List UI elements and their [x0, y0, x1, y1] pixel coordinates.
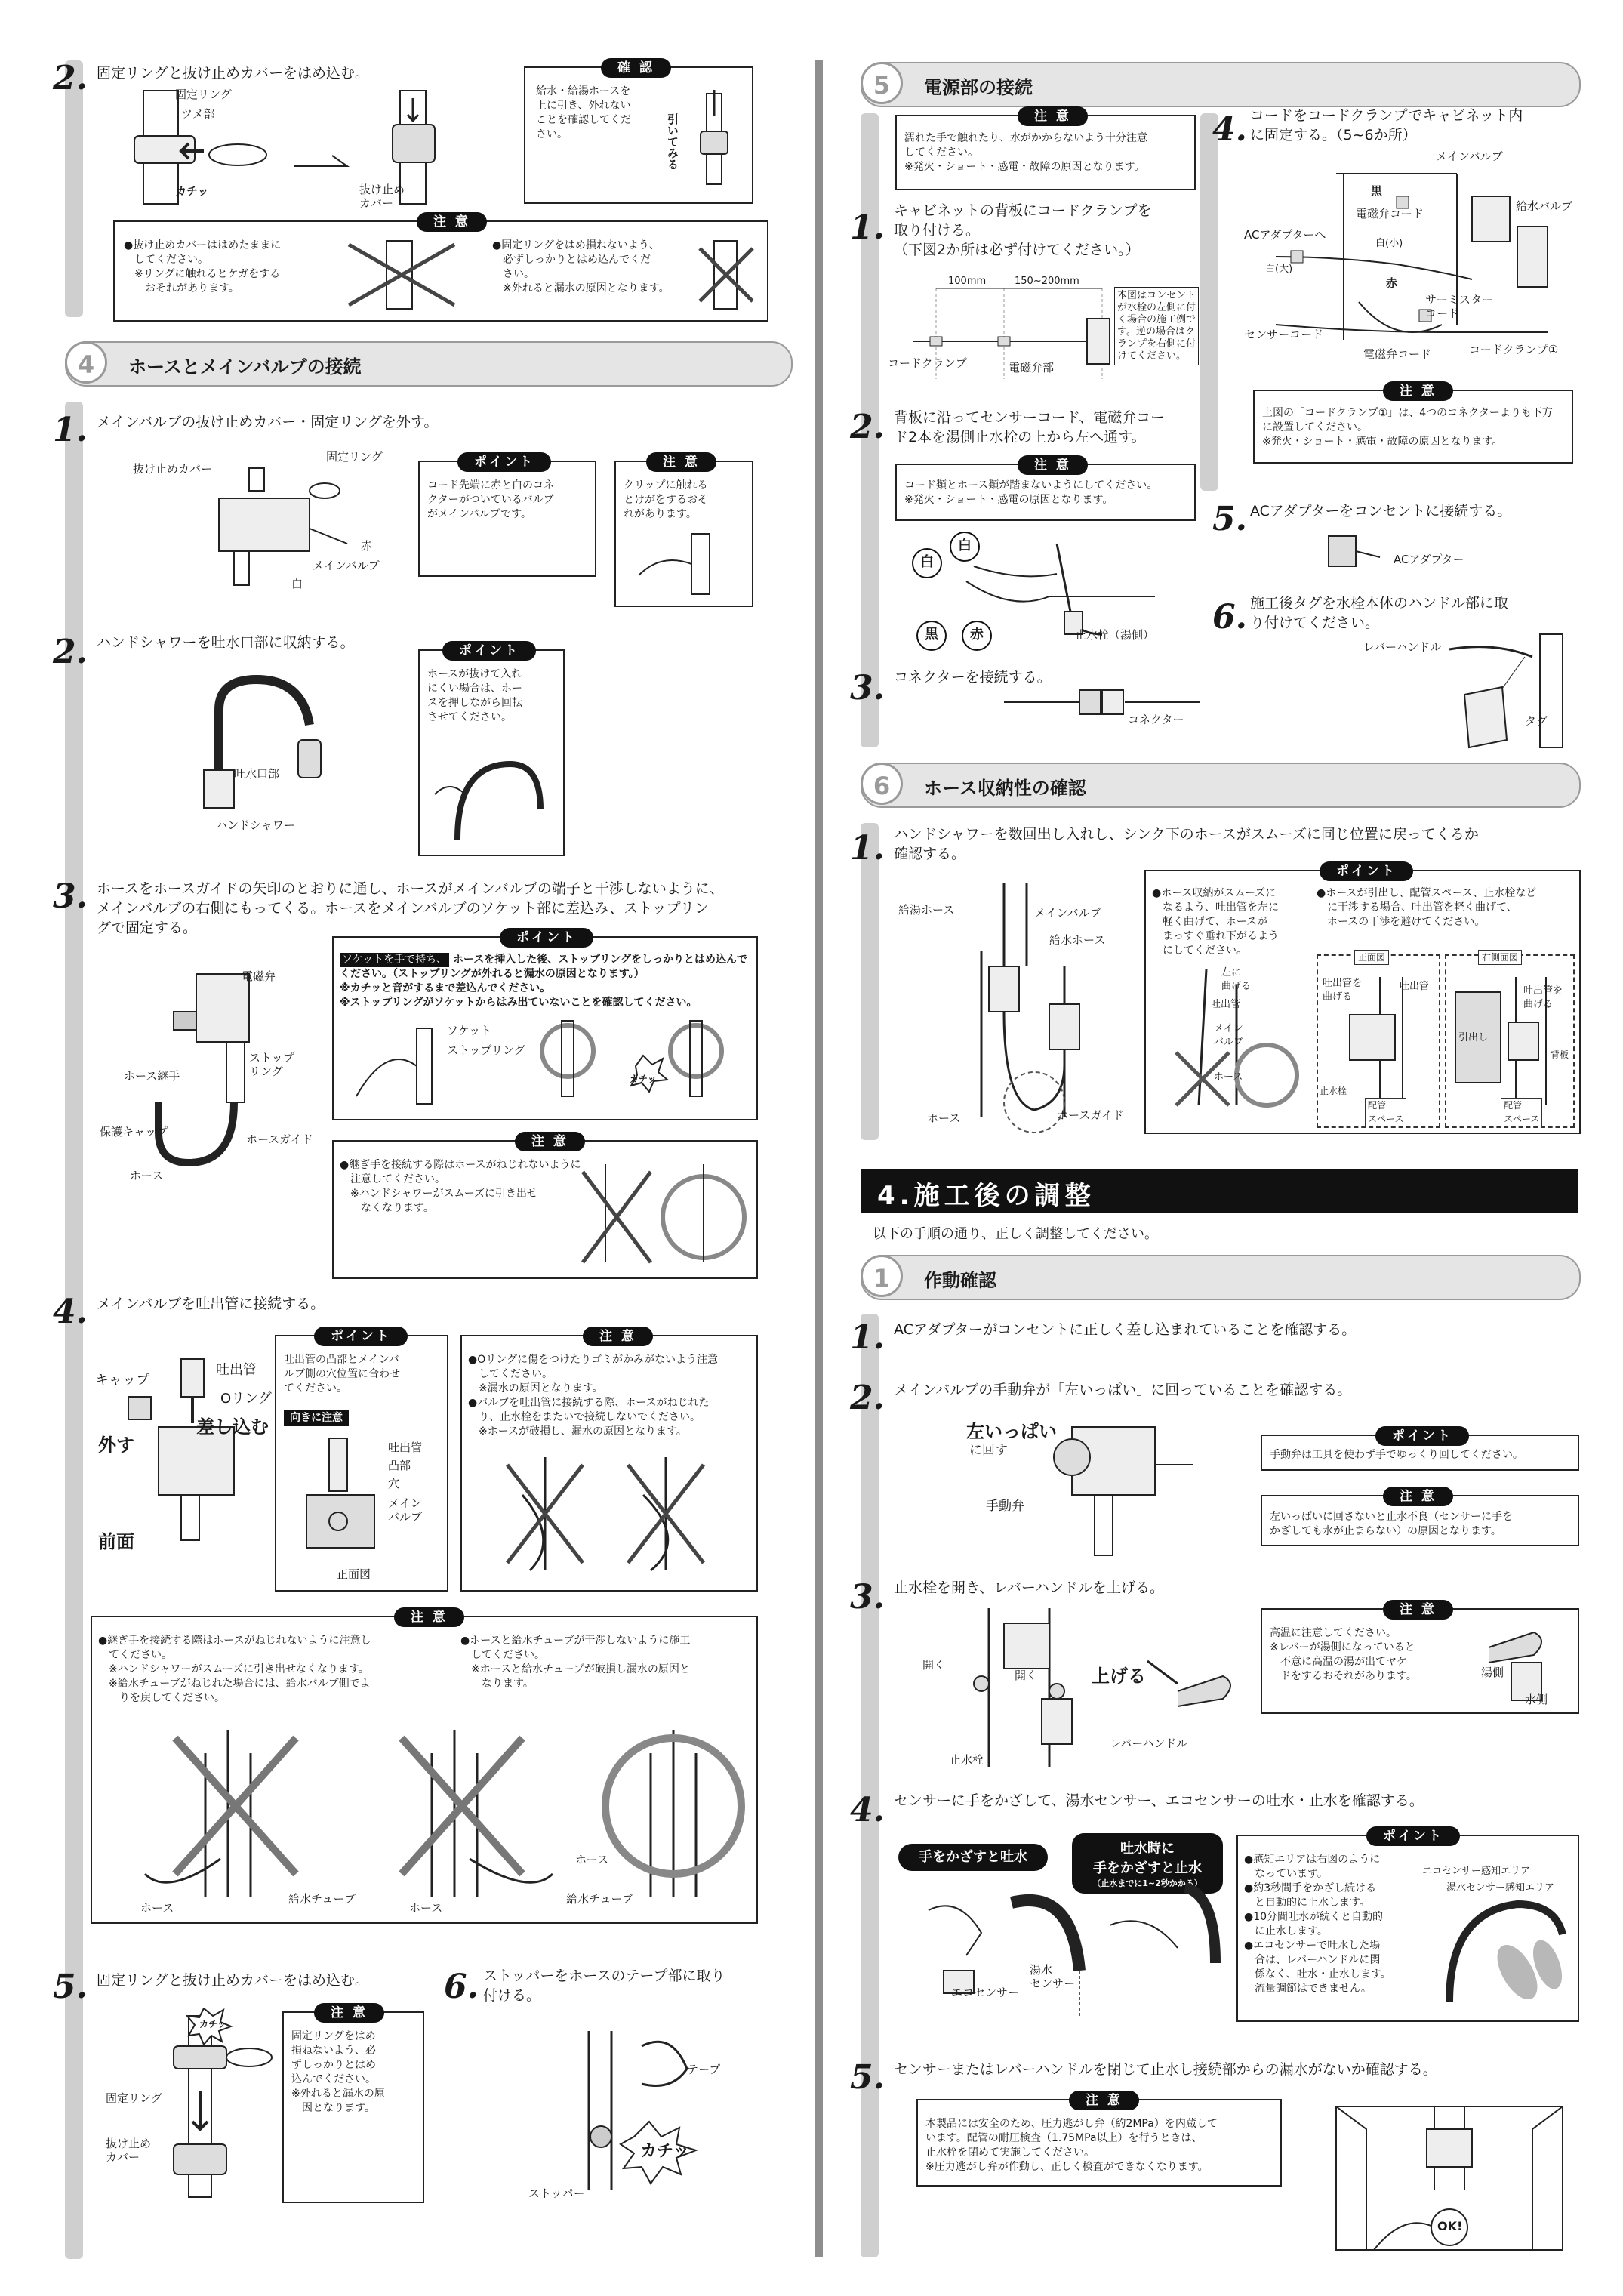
right-column-bar-adjust — [861, 1314, 879, 2257]
step-number: 3. — [850, 669, 885, 707]
point-tag: ポイント — [1366, 1826, 1460, 1846]
label-stopper: ストッパー — [528, 2187, 585, 2200]
point-box-socket — [332, 930, 758, 1120]
step-number: 4. — [850, 1791, 885, 1829]
point-tag: ポイント — [314, 1327, 408, 1346]
connector-shiro-2: 白 — [950, 532, 980, 562]
chui-box-ring — [113, 214, 768, 322]
twist-cross-illustration — [492, 1450, 734, 1578]
step-number: 6. — [1212, 598, 1247, 636]
point-text-right: ●ホースが引出し、配管スペース、止水栓など に干渉する場合、吐出管を軽く曲げて、 ホースの干渉を避けてください。 — [1317, 887, 1537, 928]
label-shiro-dai: 白(大) — [1265, 264, 1293, 275]
lever-temp-illustration — [1466, 1617, 1572, 1708]
manual-valve-illustration — [1042, 1412, 1208, 1563]
label-lever: レバーハンドル — [1110, 1737, 1188, 1750]
step-number: 5. — [850, 2058, 885, 2097]
step-text: コネクターを接続する。 — [894, 669, 1052, 686]
label-d150: 150~200mm — [1015, 276, 1079, 287]
chui-text: 左いっぱいに回さないと止水不良（センサーに手を かざしても水が止まらない）の原因となります。 — [1270, 1511, 1513, 1537]
chui-text-left: ●継ぎ手を接続する際はホースがねじれないように注意し てください。 ※ハンドシャワーがスムーズに引き出せなくなります。 ※給水チューブがねじれた場合には、給水バルブ側でよ りを戻してください。 — [98, 1635, 371, 1704]
label-hose2: ホース — [1214, 1071, 1243, 1083]
chui-tag: 注 意 — [394, 1607, 464, 1627]
pill-tosui: 手をかざすと吐水 — [898, 1844, 1048, 1871]
label-zenmen: 前面 — [98, 1531, 134, 1552]
point-box — [418, 643, 565, 856]
label-kachi: カチッ — [199, 2019, 226, 2029]
label-hose3: ホース — [575, 1853, 609, 1866]
point-tag: ポイント — [1320, 861, 1413, 881]
label-hiraku1: 開く — [922, 1658, 946, 1672]
chui-text: 濡れた手で触れたり、水がかからないよう十分注意 してください。 ※発火・ショート・感電・故障の原因となります。 — [904, 132, 1147, 173]
connector-aka: 赤 — [962, 621, 992, 651]
label-guide: ホースガイド — [246, 1133, 313, 1146]
label-shisui: 止水栓 — [1320, 1086, 1347, 1096]
kakunin-box — [524, 60, 753, 204]
step-number: 5. — [53, 1968, 88, 2006]
point-box-direction — [275, 1329, 448, 1592]
step-text: 施工後タグを水栓本体のハンドル部に取 り付けてください。 — [1250, 595, 1509, 631]
label-kachi: カチッ — [640, 2142, 690, 2161]
label-hikidashi: 引出し — [1458, 1032, 1489, 1043]
chui-text: 上図の「コードクランプ①」は、4つのコネクターよりも下方 に設置してください。 ※発火・ショート・感電・故障の原因となります。 — [1262, 407, 1553, 448]
label-hidari: 左いっぱい — [966, 1421, 1057, 1442]
chui-tag: 注 意 — [417, 212, 487, 232]
label-mawasu: に回す — [969, 1443, 1008, 1458]
label-thermistor: サーミスター コード — [1425, 293, 1494, 320]
label-kotei-ring: 固定リング — [175, 88, 232, 101]
chui-tag: 注 意 — [1383, 1487, 1453, 1506]
label-shisui: 止水栓（湯側） — [1075, 628, 1155, 642]
chui-tag: 注 意 — [1383, 1600, 1453, 1620]
ring-cover-illustration — [143, 2008, 294, 2205]
step-text: メインバルブの手動弁が「左いっぱい」に回っていることを確認する。 — [894, 1382, 1352, 1398]
center-divider — [815, 60, 823, 2257]
stopper-illustration — [521, 2023, 747, 2197]
pill-shisui-line3: （止水までに1~2秒かかる） — [1092, 1878, 1203, 1888]
point-text: コード先端に赤と白のコネ クターがついているバルブ がメインバルブです。 — [427, 479, 554, 520]
step-number: 6. — [444, 1968, 479, 2006]
label-shomen: 正面図 — [1354, 950, 1389, 965]
step-text: ストッパーをホースのテープ部に取り 付ける。 — [483, 1968, 725, 2004]
label-denjiben: 電磁弁 — [242, 969, 276, 983]
sensor-hands-illustration — [898, 1880, 1230, 2031]
kakunin-pull-label: 引いてみる — [666, 113, 679, 170]
label-denjiben-code: 電磁弁コード — [1356, 207, 1424, 220]
label-haikan2: 配管 スペース — [1501, 1098, 1542, 1126]
hand-shower-illustration — [181, 664, 347, 815]
point-box-sensor — [1236, 1829, 1579, 2022]
point-text: ホースを挿入した後、ストップリングをしっかりとはめ込んで ください。（ストップリングが外れると漏水の原因となります。） ※カチッと音がするまで差込んでください。 ※ストップリングがソケットからはみ出ていないことを確認してください。 — [340, 954, 748, 1009]
label-kyuto: 給湯ホース — [898, 903, 955, 917]
label-sokumen: 右側面図 — [1478, 950, 1522, 965]
label-hidari: 左に 曲げる — [1221, 967, 1252, 992]
chui-tag: 注 意 — [1018, 106, 1088, 126]
step-text: ACアダプターがコンセントに正しく差し込まれていることを確認する。 — [894, 1321, 1357, 1338]
hose-tube-comparison-illustration — [100, 1723, 749, 1912]
label-toshutsu2: 吐出管 — [388, 1441, 423, 1454]
label-nukedome: 抜け止めカバー — [133, 462, 213, 476]
chui-text: ●継ぎ手を接続する際はホースがねじれないように 注意してください。 ※ハンドシャワーがスムーズに引き出せ なくなります。 — [340, 1159, 581, 1214]
label-hose: ホース — [140, 1901, 174, 1915]
label-ac: ACアダプター — [1394, 553, 1464, 566]
label-stopring: ストップ リング — [249, 1051, 294, 1078]
point-text: 吐出管の凸部とメインバ ルブ側の穴位置に合わせ てください。 — [284, 1354, 400, 1395]
label-shiro-kuro: 白(小) — [1375, 238, 1403, 249]
label-tag: タグ — [1525, 714, 1548, 728]
step-text: ハンドシャワーを吐水口部に収納する。 — [97, 634, 355, 651]
point-box — [418, 455, 596, 577]
label-denjiben: 電磁弁部 — [1009, 361, 1055, 374]
section-5-header — [861, 62, 1581, 107]
step-number: 4. — [53, 1293, 88, 1331]
label-hose: ホース — [130, 1169, 164, 1182]
step-number: 2. — [850, 408, 885, 446]
kakunin-text: 給水・給湯ホースを 上に引き、外れない ことを確認してくだ さい。 — [536, 85, 631, 140]
label-yu: 湯側 — [1481, 1666, 1504, 1679]
chui-box-clamp — [1253, 384, 1573, 464]
step-text: 固定リングと抜け止めカバーをはめ込む。 — [97, 65, 370, 82]
label-lever: レバーハンドル — [1363, 640, 1442, 654]
step-text: メインバルブを吐出管に接続する。 — [97, 1296, 325, 1312]
connector-shiro-1: 白 — [912, 548, 942, 578]
point-sub-tag: 向きに注意 — [284, 1406, 349, 1428]
point-text: ●感知エリアは右図のように なっています。 ●約3秒間手をかざし続ける と自動的に止水します。 ●10分間吐水が続くと自動的 に止水します。 ●エコセンサーで吐水した場 合は、レバーハンドルに関 係なく、吐水・止水します。 流量調節はできません。 — [1244, 1854, 1391, 1995]
sensor-area-illustration — [1427, 1881, 1570, 2010]
chui-text-left: ●抜け止めカバーははめたままに してください。 ※リングに触れるとケガをする おそれがあります。 — [124, 239, 282, 294]
label-note: 本図はコンセント が水栓の左側に付 く場合の施工例で す。逆の場合はク ランプを右側に付 けてください。 — [1114, 287, 1199, 365]
point-box-manual — [1261, 1428, 1579, 1471]
label-eco: エコセンサー — [951, 1986, 1020, 1999]
pill-shisui-line1: 吐水時に — [1120, 1841, 1175, 1857]
step-text: コードをコードクランプでキャビネット内 に固定する。（5~6か所） — [1250, 107, 1523, 143]
chui-text: 高温に注意してください。 ※レバーが湯側になっていると 不意に高温の湯が出てヤケ ドをするおそれがあります。 — [1270, 1627, 1417, 1682]
label-hiraku2: 開く — [1015, 1669, 1038, 1682]
label-toshutsu2: 吐出管 — [1400, 981, 1430, 992]
section-4-number: 4 — [65, 341, 107, 384]
chui-box-manual — [1261, 1489, 1579, 1546]
label-toshutsu: 吐出管 — [216, 1362, 257, 1378]
label-kachi: カチッ — [175, 184, 209, 198]
chui-tag: 注 意 — [314, 2003, 384, 2023]
label-yusui-area: 湯水センサー感知エリア — [1446, 1882, 1555, 1894]
chui-text: 本製品には安全のため、圧力逃がし弁（約2MPa）を内蔵して います。配管の耐圧検査（1.75MPa以上）を行うときは、 止水栓を閉めて実施してください。 ※圧力逃がし弁が作動し、正しく検査ができなくなります。 — [925, 2118, 1218, 2173]
label-main2: メイン バルブ — [1214, 1023, 1244, 1048]
ac-adapter-illustration — [1321, 529, 1381, 574]
chui-tag: 注 意 — [646, 452, 716, 472]
socket-insert-illustration — [341, 1013, 749, 1111]
label-kyusui: 給水チューブ — [288, 1892, 356, 1906]
chui-box-ring2 — [282, 2005, 424, 2203]
label-nukedome: 抜け止め カバー — [106, 2137, 152, 2164]
point-tag: ポイント — [457, 452, 551, 472]
connector-kuro: 黒 — [916, 621, 947, 651]
label-connector: コネクター — [1128, 713, 1184, 726]
section-5-number: 5 — [861, 62, 903, 104]
rotate-hose-illustration — [427, 734, 556, 847]
label-shudo: 手動弁 — [986, 1499, 1024, 1514]
chui-text: ●Oリングに傷をつけたりゴミがかみがないよう注意 してください。 ※漏水の原因となります。 ●バルブを吐出管に接続する際、ホースがねじれた り、止水栓をまたいで接続しないでください。 ※ホースが破損し、漏水の原因となります。 — [468, 1354, 718, 1438]
label-haikan: 配管 スペース — [1365, 1098, 1406, 1126]
label-main: メイン バルブ — [388, 1496, 423, 1524]
chui-tag: 注 意 — [1018, 455, 1088, 475]
hose-storage-illustration — [906, 876, 1147, 1148]
chui-tag: 注 意 — [583, 1327, 653, 1346]
step-number: 1. — [850, 208, 885, 247]
right-column-bar-sec6 — [861, 823, 879, 1140]
step-text: 止水栓を開き、レバーハンドルを上げる。 — [894, 1579, 1164, 1596]
step-text: メインバルブの抜け止めカバー・固定リングを外す。 — [97, 414, 439, 430]
step-number: 3. — [53, 877, 88, 916]
label-mizu: 水側 — [1525, 1693, 1548, 1706]
chui-box-cords — [895, 458, 1196, 521]
label-hose: ホース — [927, 1111, 961, 1125]
tag-illustration — [1434, 627, 1578, 755]
step-number: 2. — [53, 633, 88, 671]
label-clamp: コードクランプ — [888, 356, 967, 370]
chui-cross-illustration-left — [341, 237, 462, 313]
label-sensor: センサーコード — [1244, 328, 1324, 341]
adjust-sub-1-number: 1 — [861, 1255, 903, 1297]
chui-box-joint — [332, 1134, 758, 1279]
label-tape: テープ — [687, 2063, 721, 2076]
label-kyusui2: 給水チューブ — [566, 1892, 633, 1906]
label-stopring2: ストップリング — [447, 1043, 525, 1057]
step-number: 1. — [53, 411, 88, 449]
chui-box-oring — [460, 1329, 758, 1592]
point-tag: ポイント — [1375, 1426, 1469, 1446]
chui-text: コード類とホース類が踏まないようにしてください。 ※発火・ショート・感電の原因となります。 — [904, 479, 1158, 506]
label-kuro: 黒 — [1371, 184, 1383, 198]
section-6-number: 6 — [861, 763, 903, 805]
chui-text: 固定リングをはめ 損ねないよう、必 ずしっかりとはめ 込んでください。 ※外れると漏水の原 因となります。 — [291, 2030, 385, 2114]
label-toshutsu-mageru: 吐出管を 曲げる — [1323, 978, 1363, 1003]
step-text: キャビネットの背板にコードクランプを 取り付ける。 （下図2か所は必ず付けてください。） — [894, 202, 1152, 258]
label-shiro: 白 — [291, 577, 303, 590]
section-6-title: ホース収納性の確認 — [924, 778, 1086, 799]
label-toshutsu: 吐出管 — [1211, 999, 1241, 1010]
front-view-illustration — [299, 1435, 382, 1570]
label-hogo: 保護キャップ — [100, 1125, 168, 1139]
label-ana: 穴 — [388, 1477, 400, 1490]
label-yusui: 湯水 センサー — [1030, 1963, 1076, 1990]
label-sashikomu: 差し込む — [196, 1416, 269, 1438]
step-text: ハンドシャワーを数回出し入れし、シンク下のホースがスムーズに同じ位置に戻ってくるか 確認する。 — [894, 826, 1479, 862]
label-hand: ハンドシャワー — [216, 818, 295, 832]
step-number: 1. — [850, 1318, 885, 1357]
chui-text-right: ●ホースと給水チューブが干渉しないように施工 してください。 ※ホースと給水チューブが破損し漏水の原因と なります。 — [460, 1635, 691, 1690]
label-main: メインバルブ — [1034, 906, 1101, 920]
chui-text-right: ●固定リングをはめ損ねないよう、 必ずしっかりとはめ込んでくだ さい。 ※外れると漏水の原因となります。 — [492, 239, 670, 294]
label-main: メインバルブ — [1436, 149, 1503, 163]
step-number: 2. — [53, 59, 88, 97]
label-nukedome: 抜け止め カバー — [359, 183, 405, 210]
label-tosui: 吐水口部 — [234, 767, 280, 781]
pull-hose-illustration — [684, 86, 744, 192]
label-aka: 赤 — [1386, 276, 1398, 290]
section-6-header — [861, 763, 1581, 808]
label-aka: 赤 — [361, 539, 373, 553]
kakunin-tag: 確 認 — [601, 58, 671, 78]
adjust-sub-1-title: 作動確認 — [924, 1270, 996, 1291]
chui-box-clip — [614, 455, 753, 607]
chui-tag: 注 意 — [515, 1132, 585, 1151]
label-socket: ソケット — [447, 1024, 492, 1037]
label-guide: ホースガイド — [1057, 1108, 1124, 1122]
point-highlight: ソケットを手で持ち、 — [340, 953, 449, 967]
label-hose-tsugite: ホース継手 — [124, 1069, 180, 1083]
step-text: ホースをホースガイドの矢印のとおりに通し、ホースがメインバルブの端子と干渉しないように、 メインバルブの右側にもってくる。ホースをメインバルブのソケット部に差込み、ストップリン グで固定する。 — [97, 880, 724, 936]
chui-tag: 注 意 — [1069, 2091, 1139, 2110]
step-text: センサーまたはレバーハンドルを閉じて止水し接続部からの漏水がないか確認する。 — [894, 2061, 1437, 2078]
adjust-header: 4.施工後の調整 — [861, 1169, 1578, 1213]
step-text: 固定リングと抜け止めカバーをはめ込む。 — [97, 1972, 370, 1989]
label-shomen: 正面図 — [337, 1567, 371, 1581]
chui-tag: 注 意 — [1383, 381, 1453, 401]
section-4-title: ホースとメインバルブの接続 — [128, 356, 362, 378]
point-box-hose-storage — [1144, 864, 1581, 1134]
point-tag: ポイント — [500, 928, 593, 948]
chui-box-pressure — [916, 2093, 1282, 2187]
label-ac: ACアダプターへ — [1244, 228, 1326, 242]
connector-join-illustration — [1004, 680, 1200, 740]
point-text: 手動弁は工具を使わず手でゆっくり回してください。 — [1270, 1449, 1523, 1461]
label-ok: OK! — [1437, 2219, 1463, 2233]
label-oring: Oリング — [220, 1391, 272, 1407]
label-hose2: ホース — [409, 1901, 443, 1915]
ring-install-illustration — [113, 83, 506, 211]
left-column-bar-top — [65, 60, 83, 317]
stop-valve-lever-illustration — [921, 1601, 1253, 1774]
label-kyusui: 給水バルブ — [1516, 199, 1573, 213]
section-4-header — [65, 341, 793, 387]
step-number: 1. — [850, 829, 885, 868]
chui-box-hot — [1261, 1602, 1579, 1714]
point-text-left: ●ホース収納がスムーズに なるよう、吐出管を左に 軽く曲げて、ホースが まっすぐ垂れ下がるよう にしてください。 — [1152, 887, 1279, 957]
label-kyusui: 給水ホース — [1049, 933, 1106, 947]
clip-hand-illustration — [631, 530, 737, 598]
chui-cross-illustration-right — [696, 237, 756, 313]
step-number: 5. — [1212, 500, 1247, 538]
label-ageru: 上げる — [1092, 1666, 1146, 1687]
step-number: 2. — [850, 1379, 885, 1417]
label-denjiben-code2: 電磁弁コード — [1363, 347, 1432, 361]
label-d100: 100mm — [948, 276, 987, 287]
label-kotei: 固定リング — [326, 450, 383, 464]
step-number: 4. — [1212, 110, 1247, 149]
adjust-sub-1-header — [861, 1255, 1581, 1300]
chui-box-hose-tube — [91, 1610, 758, 1924]
label-clamp1: コードクランプ① — [1469, 343, 1559, 356]
point-tag: ポイント — [442, 641, 536, 661]
label-kotei: 固定リング — [106, 2091, 162, 2105]
pill-shisui-line2: 手をかざすと止水 — [1093, 1860, 1202, 1876]
step-text: ACアダプターをコンセントに接続する。 — [1250, 503, 1512, 519]
label-cap: キャップ — [95, 1373, 149, 1388]
section-5-title: 電源部の接続 — [924, 77, 1033, 98]
label-tsume: ツメ部 — [181, 107, 215, 121]
step-text: センサーに手をかざして、湯水センサー、エコセンサーの吐水・止水を確認する。 — [894, 1792, 1424, 1809]
cabinet-check-illustration — [1329, 2099, 1570, 2257]
chui-text: クリップに触れる とけがをするおそ れがあります。 — [624, 479, 708, 520]
joint-cross-illustration — [575, 1157, 749, 1270]
step-number: 3. — [850, 1578, 885, 1616]
label-seban: 背板 — [1551, 1049, 1569, 1060]
point-text: ホースが抜けて入れ にくい場合は、ホー スを押しながら回転 させてください。 — [427, 668, 522, 723]
label-eco-area: エコセンサー感知エリア — [1422, 1866, 1531, 1877]
step-text: 背板に沿ってセンサーコード、電磁弁コー ド2本を湯側止水栓の上から左へ通す。 — [894, 409, 1166, 445]
label-shisui: 止水栓 — [950, 1753, 984, 1767]
label-kachi: カチッ — [630, 1074, 657, 1084]
label-hazusu: 外す — [98, 1435, 134, 1456]
label-main: メインバルブ — [313, 559, 380, 572]
adjust-intro: 以下の手順の通り、正しく調整してください。 — [873, 1226, 1158, 1242]
chui-box-power — [895, 109, 1196, 190]
label-toshutsu-mageru2: 吐出管を 曲げる — [1523, 985, 1563, 1010]
label-totsu: 凸部 — [388, 1459, 411, 1472]
